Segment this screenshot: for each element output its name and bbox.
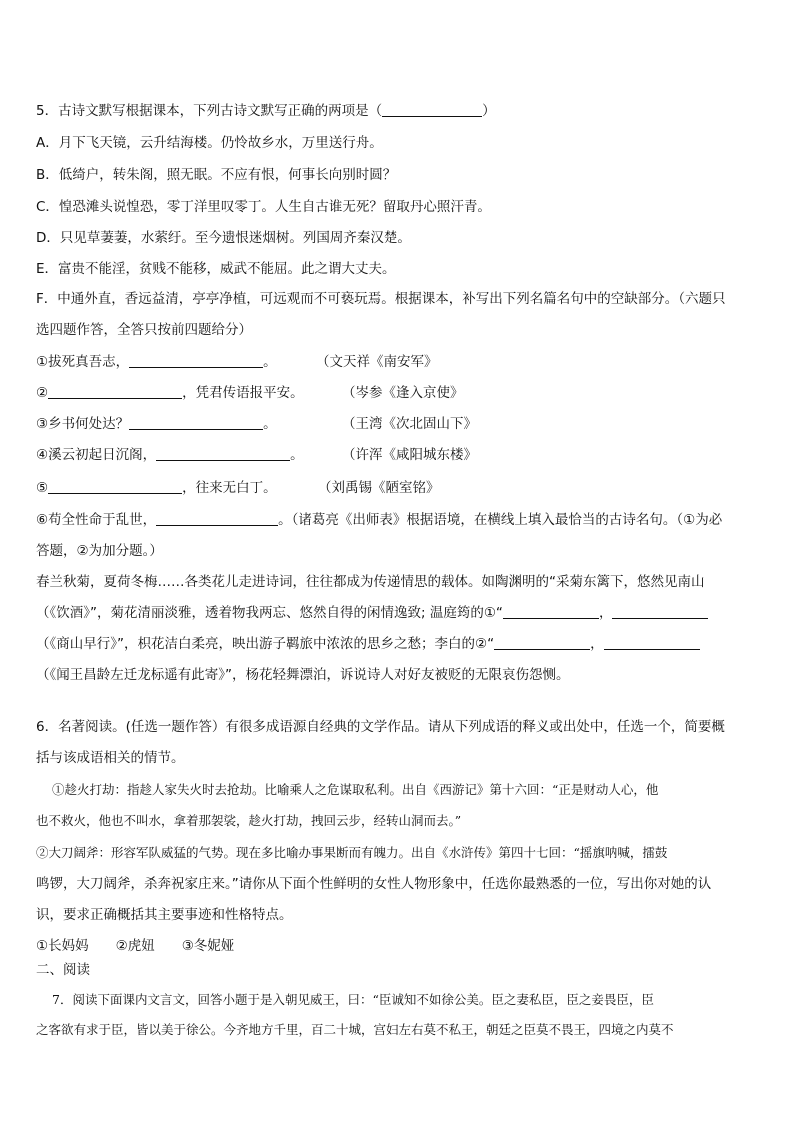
q5-option-f: F．中通外直，香远益清，亭亭净植，可远观而不可亵玩焉。根据课本，补写出下列名篇名句中的空缺部分。（六题只 xyxy=(36,291,726,307)
q5-option-c: C．惶恐滩头说惶恐，零丁洋里叹零丁。人生自古谁无死？留取丹心照汗青。 xyxy=(36,199,491,215)
q5-stem xyxy=(36,101,496,121)
q6-requirement: 识，要求正确概括其主要事迹和性格特点。 xyxy=(36,907,293,923)
flower-text: （《商山早行》”，枳花洁白柔亮，映出游子羁旅中浓浓的思乡之愁；李白的②“ xyxy=(36,636,495,652)
q6-characters: ①长妈妈 ②虎妞 ③冬妮娅 xyxy=(36,938,235,954)
answer-blank[interactable] xyxy=(494,635,590,650)
fill-item-post: 。 xyxy=(263,354,277,370)
q5-option-a: A．月下飞天镜，云升结海楼。仍怜故乡水，万里送行舟。 xyxy=(36,135,383,151)
fill-item-source: （许浑《咸阳城东楼》 xyxy=(342,447,477,463)
flower-text: （《饮酒》”，菊花清丽淡雅，透着物我两忘、悠然自得的闲情逸致; 温庭筠的①“ xyxy=(36,605,503,621)
fill-item-post: 。 xyxy=(263,416,277,432)
fill-item-post: ，往来无白丁。 xyxy=(182,480,277,496)
q5-stem-text: 5．古诗文默写根据课本，下列古诗文默写正确的两项是（ xyxy=(36,103,383,119)
q6-idiom-2: ②大刀阔斧：形容军队威猛的气势。现在多比喻办事果断而有魄力。出自《水浒传》第四十七回：“摇旗呐喊，擂鼓 xyxy=(36,845,668,860)
fill-item-post: ，凭君传语报平安。 xyxy=(182,385,304,401)
fill-item-pre: ⑥苟全性命于乱世， xyxy=(36,512,157,528)
q5-option-d: D．只见草萋萋，水萦纡。至今遗恨迷烟树。列国周齐秦汉楚。 xyxy=(36,230,411,246)
q6-stem: 6．名著阅读。(任选一题作答）有很多成语源自经典的文学作品。请从下列成语的释义或出处中，任选一个，简要概 xyxy=(36,719,725,735)
q5-stem-close: ） xyxy=(482,103,496,119)
answer-blank[interactable] xyxy=(129,353,263,368)
q5-option-e: E．富贵不能淫，贫贱不能移，威武不能屈。此之谓大丈夫。 xyxy=(36,261,396,277)
fill-item xyxy=(36,445,304,465)
fill-item-source: （文天祥《南安军》 xyxy=(316,354,438,370)
fill-item-post: 。 xyxy=(290,447,304,463)
fill-item xyxy=(36,478,277,498)
fill-item-pre: ③乡书何处达？ xyxy=(36,416,130,432)
fill-item-pre: ①拔死真吾志， xyxy=(36,354,130,370)
answer-blank[interactable] xyxy=(612,604,708,619)
answer-blank[interactable] xyxy=(604,635,700,650)
fill-item xyxy=(36,383,304,403)
q5-option-b: B．低绮户，转朱阁，照无眠。不应有恨，何事长向别时圆？ xyxy=(36,167,397,183)
q6-idiom-1: ①趁火打劫：指趁人家失火时去抢劫。比喻乘人之危谋取私利。出自《西游记》第十六回：“正是财动人心，他 xyxy=(52,782,659,797)
q7-passage-text: 7．阅读下面课内文言文，回答小题于是入朝见威王，曰：“臣诚知不如徐公美。臣之妻私臣，臣之妾畏臣，臣 xyxy=(52,992,654,1007)
answer-blank[interactable] xyxy=(382,102,482,117)
fill-item-post: 。（诸葛亮《出师表》根据语境，在横线上填入最恰当的古诗名句。（①为必 xyxy=(278,512,723,528)
q6-stem: 括与该成语相关的情节。 xyxy=(36,750,185,766)
q7-passage xyxy=(52,990,654,1010)
q6-idiom-2: 鸣锣，大刀阔斧，杀奔祝家庄来。”请你从下面个性鲜明的女性人物形象中，任选你最熟悉的一位，写出你对她的认 xyxy=(36,876,712,892)
fill-item-pre: ② xyxy=(36,385,49,401)
fill-item-source: （王湾《次北固山下》 xyxy=(342,416,477,432)
flower-paragraph-line: （《闻王昌龄左迁龙标遥有此寄》”，杨花轻舞漂泊，诉说诗人对好友被贬的无限哀伤怨恻。 xyxy=(36,667,570,683)
q5-instruction: 选四题作答，全答只按前四题给分） xyxy=(36,322,252,338)
answer-blank[interactable] xyxy=(48,384,182,399)
flower-sep: ， xyxy=(590,636,604,652)
q7-passage: 之客欲有求于臣，皆以美于徐公。今齐地方千里，百二十城，宫妇左右莫不私王，朝廷之臣莫不畏王，四境之内莫不 xyxy=(36,1022,674,1037)
q6-idiom-1: 也不救火，他也不叫水，拿着那袈裟，趁火打劫，拽回云步，经转山洞而去。” xyxy=(36,813,462,828)
fill-item xyxy=(36,510,722,530)
answer-blank[interactable] xyxy=(156,511,278,526)
fill-item-pre: ④溪云初起日沉阁， xyxy=(36,447,157,463)
flower-paragraph-line xyxy=(36,634,758,654)
answer-blank[interactable] xyxy=(129,415,263,430)
fill-item-source: （岑参《逢入京使》 xyxy=(342,385,464,401)
answer-blank[interactable] xyxy=(503,604,599,619)
fill-item-pre: ⑤ xyxy=(36,480,49,496)
fill-item xyxy=(36,414,277,434)
flower-sep: ， xyxy=(598,605,613,621)
answer-blank[interactable] xyxy=(156,446,290,461)
answer-blank[interactable] xyxy=(48,479,182,494)
fill-item-source: （刘禹锡《陋室铭》 xyxy=(318,480,440,496)
fill-item xyxy=(36,352,277,372)
q5-note: 答题，②为加分题。） xyxy=(36,543,163,559)
section-title: 二、阅读 xyxy=(36,962,90,978)
flower-paragraph-line: 春兰秋菊，夏荷冬梅……各类花儿走进诗词，往往都成为传递情思的载体。如陶渊明的“采菊东篱下，悠然见南山 xyxy=(36,574,705,590)
flower-paragraph-line xyxy=(36,603,758,623)
